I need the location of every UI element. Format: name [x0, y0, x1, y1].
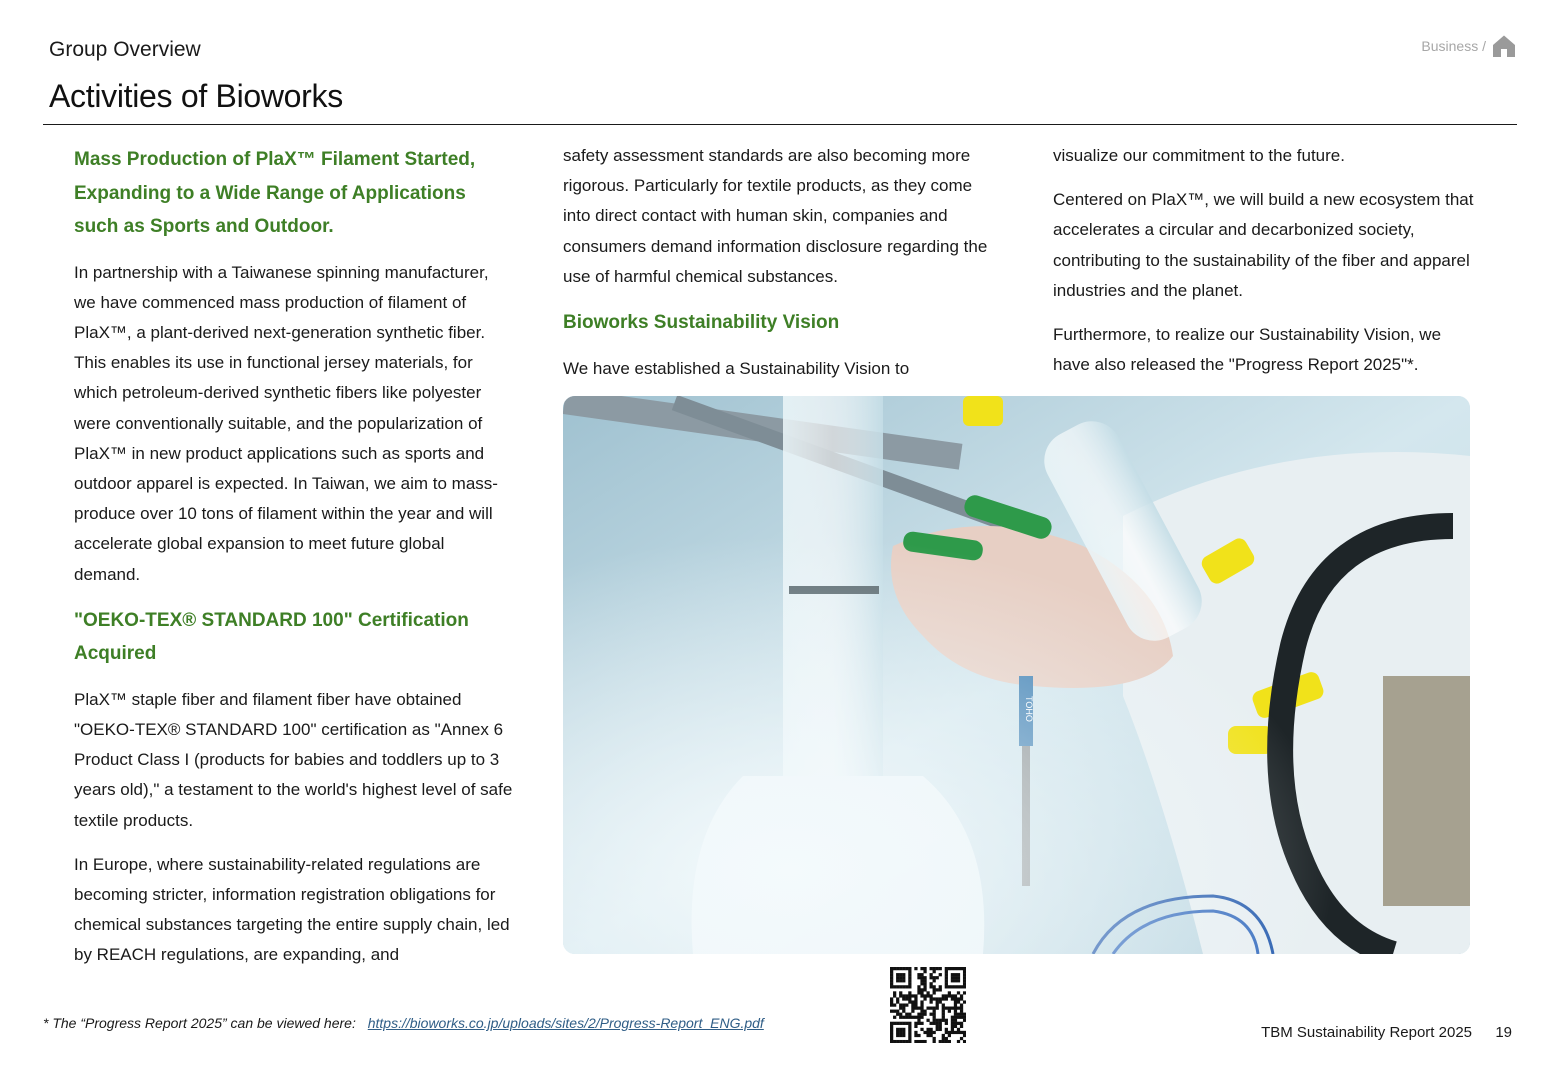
footnote-text: * The “Progress Report 2025” can be viewed here: [43, 1015, 356, 1031]
paragraph-ecosystem: Centered on PlaX™, we will build a new ecosystem that accelerates a circular and decarbonized society, contributing to the sustainability of the fiber and apparel industries and the planet. [1053, 190, 1474, 300]
breadcrumb-business[interactable]: Business / [1421, 38, 1486, 54]
column-right [1053, 141, 1478, 394]
paragraph-commitment: visualize our commitment to the future. [1053, 146, 1345, 165]
lab-photo [563, 396, 1470, 954]
column-middle [563, 141, 1003, 398]
paragraph-safety-standards: safety assessment standards are also becoming more rigorous. Particularly for textile products, as they come into direct contact with human skin, companies and consumers demand information disclosure regarding the use of harmful chemical substances. [563, 146, 988, 286]
paragraph-vision-intro: We have established a Sustainability Vision to [563, 358, 910, 378]
header-divider [43, 124, 1517, 125]
page-title: Activities of Bioworks [49, 78, 343, 114]
paragraph-oeko-tex: PlaX™ staple fiber and filament fiber have obtained "OEKO-TEX® STANDARD 100" certification as "Annex 6 Product Class I (products for babies and toddlers up to 3 years old)," a testament to the world's highest level of safe textile products. [74, 689, 513, 830]
heading-sustainability-vision: Bioworks Sustainability Vision [563, 312, 840, 334]
qr-code-icon [890, 967, 966, 1043]
report-name: TBM Sustainability Report 2025 [1261, 1024, 1472, 1041]
paragraph-mass-production: In partnership with a Taiwanese spinning manufacturer, we have commenced mass production of filament of PlaX™, a plant-derived next-generation synthetic fiber. This enables its use in functional jersey materials, for which petroleum-derived synthetic fibers like polyester were conventionally suitable, and the popularization of PlaX™ in new product applications such as sports and outdoor apparel is expected. In Taiwan, we aim to mass-produce over 10 tons of filament within the year and will accelerate global expansion to meet future global demand. [74, 262, 498, 584]
footnote [43, 1015, 764, 1031]
heading-mass-production: Mass Production of PlaX™ Filament Started, Expanding to a Wide Range of Applications such as Sports and Outdoor. [74, 149, 476, 237]
section-label: Group Overview [49, 38, 201, 61]
heading-oeko-tex: "OEKO-TEX® STANDARD 100" Certification Acquired [74, 609, 469, 665]
paragraph-progress-report: Furthermore, to realize our Sustainability Vision, we have also released the "Progress Report 2025"*. [1053, 325, 1442, 375]
home-icon[interactable] [1492, 34, 1516, 58]
paragraph-europe-regulations: In Europe, where sustainability-related regulations are becoming stricter, information registration obligations for chemical substances targeting the entire supply chain, led by REACH regulations, are expanding, and [74, 854, 510, 965]
column-left [74, 143, 514, 985]
page-number: 19 [1495, 1024, 1512, 1041]
progress-report-link[interactable]: https://bioworks.co.jp/uploads/sites/2/Progress-Report_ENG.pdf [367, 1015, 764, 1031]
